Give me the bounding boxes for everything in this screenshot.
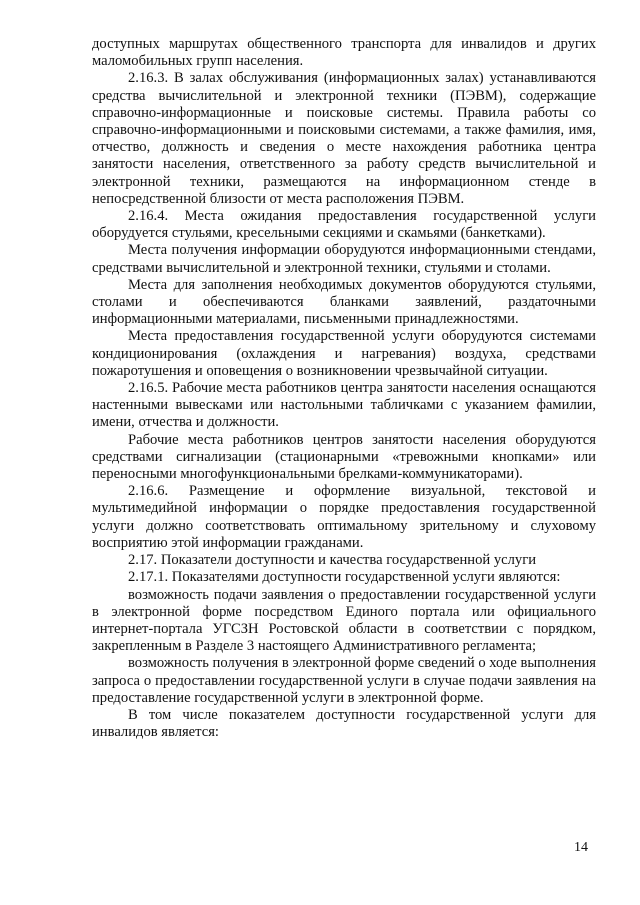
paragraph-6: Места предоставления государственной услуги оборудуются системами кондиционирования (охлаждения и нагревания) воздуха, средствами пожаротушения и оповещения о возникновении чрезвычайной ситуации.	[92, 328, 596, 379]
document-body	[92, 36, 596, 741]
paragraph-2: 2.16.3. В залах обслуживания (информационных залах) устанавливаются средства вычислительной и электронной техники (ПЭВМ), содержащие справочно-информационные и поисковые системы. Правила работы со справочно-информационными и поисковыми системами, а также фамилия, имя, отчество, должность и сведения о месте нахождения работника центра занятости населения, ответственного за работу средств вычислительной и электронной техники, размещаются на информационном стенде в непосредственной близости от места расположения ПЭВМ.	[92, 70, 596, 207]
paragraph-5: Места для заполнения необходимых документов оборудуются стульями, столами и обеспечиваются бланками заявлений, раздаточными информационными материалами, письменными принадлежностями.	[92, 276, 596, 328]
paragraph-10: 2.17. Показатели доступности и качества государственной услуги	[128, 552, 537, 569]
paragraph-14: В том числе показателем доступности государственной услуги для инвалидов является:	[92, 706, 596, 741]
paragraph-3: 2.16.4. Места ожидания предоставления государственной услуги оборудуется стульями, кресельными секциями и скамьями (банкетками).	[92, 208, 596, 242]
paragraph-9: 2.16.6. Размещение и оформление визуальной, текстовой и мультимедийной информации о порядке предоставления государственной услуги должно соответствовать оптимальному зрительному и слуховому восприятию этой информации гражданами.	[92, 483, 596, 551]
paragraph-7: 2.16.5. Рабочие места работников центра занятости населения оснащаются настенными вывесками или настольными табличками с указанием фамилии, имени, отчества и должности.	[92, 380, 596, 431]
paragraph-4: Места получения информации оборудуются информационными стендами, средствами вычислительной и электронной техники, стульями и столами.	[92, 242, 596, 276]
paragraph-12: возможность подачи заявления о предоставлении государственной услуги в электронной форме посредством Единого портала или официального интернет-портала УГСЗН Ростовской области в соответствии с порядком, закрепленным в Разделе 3 настоящего Административного регламента;	[92, 586, 596, 655]
paragraph-8: Рабочие места работников центров занятости населения оборудуются средствами сигнализации (стационарными «тревожными кнопками» или переносными многофункциональными брелками-коммуникаторами).	[92, 431, 596, 483]
paragraph-1: доступных маршрутах общественного транспорта для инвалидов и других маломобильных групп населения.	[92, 36, 596, 70]
paragraph-13: возможность получения в электронной форме сведений о ходе выполнения запроса о предоставлении государственной услуги в случае подачи заявления на предоставление государственной услуги в электронной форме.	[92, 655, 596, 706]
page-number: 14	[574, 840, 588, 855]
paragraph-11: 2.17.1. Показателями доступности государственной услуги являются:	[128, 569, 561, 586]
